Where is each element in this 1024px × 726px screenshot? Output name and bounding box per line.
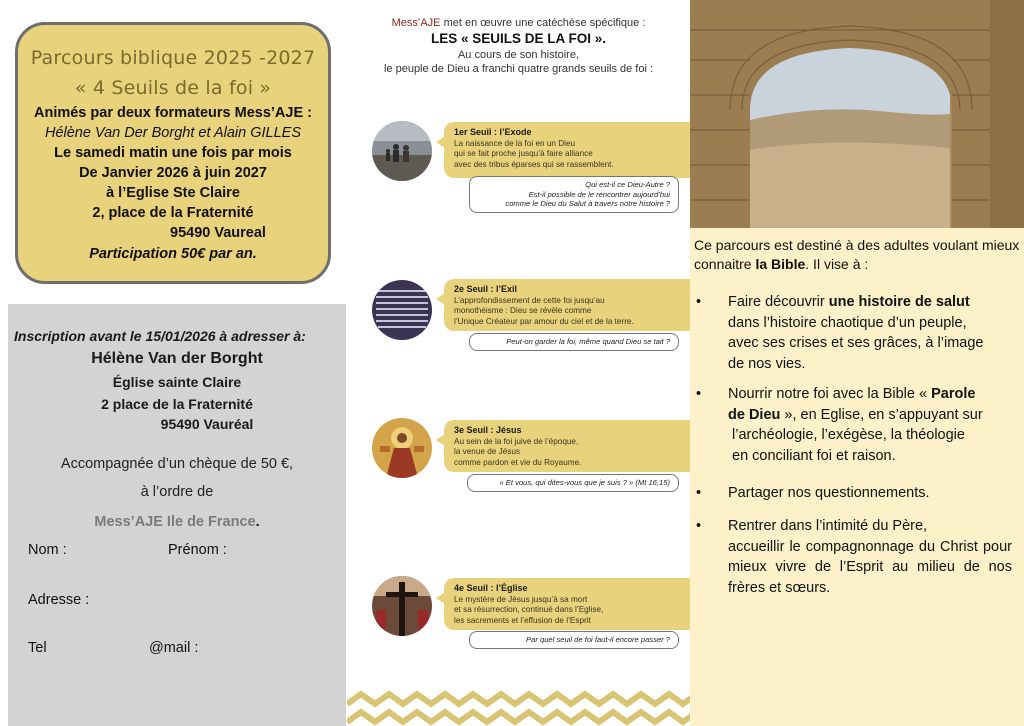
objective-4: • Rentrer dans l’intimité du Père, accueillir le compagnonnage du Christ pour mieux vivre de l’Esprit au milieu de nos frères et sœurs. bbox=[696, 518, 1012, 596]
field-mail: @mail : bbox=[149, 640, 199, 656]
schedule-text: Le samedi matin une fois par mois bbox=[54, 145, 292, 161]
cheque-text: Accompagnée d’un chèque de 50 €, bbox=[60, 456, 294, 472]
trainers-names: Hélène Van Der Borght et Alain GILLES bbox=[44, 125, 302, 141]
venue-city: 95490 Vaureal bbox=[170, 225, 266, 241]
objectives-column bbox=[690, 0, 1024, 726]
seuil-2-bubble: 2e Seuil : l’Exil L’approfondissement de cette foi jusqu’au monothéisme : Dieu se révèle comme l’Unique Créateur par amour du ciel et de la terre. bbox=[444, 279, 700, 331]
seuil-3-bubble: 3e Seuil : Jésus Au sein de la foi juive de l’époque, la venue de Jésus comme pardon et vie du Royaume. bbox=[444, 420, 700, 472]
stone-arch-photo bbox=[690, 0, 1024, 228]
contact-address-3: 95490 Vauréal bbox=[160, 416, 254, 432]
title-box bbox=[15, 22, 331, 284]
field-adresse: Adresse : bbox=[28, 592, 90, 608]
seuil-4-bubble: 4e Seuil : l’Église Le mystère de Jésus jusqu’à sa mort et sa résurrection, continué dans l’Eglise, les sacrements et l’effusion de l’Esprit bbox=[444, 578, 700, 630]
exil-image bbox=[372, 280, 432, 340]
seuil-1-question: Qui est-il ce Dieu-Autre ? Est-il possible de le rencontrer aujourd’hui comme le Dieu du Salut à travers notre histoire ? bbox=[469, 176, 679, 213]
exode-image bbox=[372, 121, 432, 181]
contact-name: Hélène Van der Borght bbox=[91, 350, 263, 367]
jesus-image bbox=[372, 418, 432, 478]
cheque-order-text: à l’ordre de bbox=[140, 484, 214, 500]
zigzag-border bbox=[347, 690, 690, 726]
eglise-image bbox=[372, 576, 432, 636]
seuil-2-question: Peut-on garder la foi, même quand Dieu se tait ? bbox=[469, 333, 679, 351]
course-subtitle: « 4 Seuils de la foi » bbox=[74, 77, 272, 99]
objective-2: • Nourrir notre foi avec la Bible « Parole de Dieu », en Eglise, en s’appuyant sur l’archéologie, l’exégèse, la théologie en conciliant foi et raison. bbox=[696, 386, 983, 464]
contact-address-2: 2 place de la Fraternité bbox=[101, 396, 253, 412]
course-title: Parcours biblique 2025 -2027 bbox=[30, 47, 316, 69]
inscription-heading: Inscription avant le 15/01/2026 à adresser à: bbox=[14, 328, 306, 344]
dates-text: De Janvier 2026 à juin 2027 bbox=[79, 165, 267, 181]
objective-1: • Faire découvrir une histoire de salut dans l’histoire chaotique d’un peuple, avec ses crises et ses grâces, à l’image de nos vies. bbox=[696, 294, 984, 372]
seuil-1-bubble: 1er Seuil : l’Exode La naissance de la foi en un Dieu qui se fait proche jusqu’à faire alliance avec des tribus éparses qui se rassemblent. bbox=[444, 122, 700, 178]
objective-3: • Partager nos questionnements. bbox=[696, 485, 930, 501]
venue-street: 2, place de la Fraternité bbox=[92, 205, 254, 221]
seuils-title: LES « SEUILS DE LA FOI ». bbox=[430, 31, 607, 46]
contact-address-1: Église sainte Claire bbox=[112, 374, 242, 390]
field-tel: Tel bbox=[28, 640, 47, 656]
trainers-heading: Animés par deux formateurs Mess’AJE : bbox=[33, 105, 312, 121]
seuil-3-question: « Et vous, qui dites-vous que je suis ? » (Mt 16,15) bbox=[467, 474, 679, 492]
seuils-column bbox=[347, 0, 690, 726]
field-nom: Nom : bbox=[28, 542, 67, 558]
seuils-intro: Mess’AJE met en œuvre une catéchèse spécifique : LES « SEUILS DE LA FOI ». Au cours de son histoire, le peuple de Dieu a franchi quatre grands seuils de foi : bbox=[347, 16, 690, 76]
field-prenom: Prénom : bbox=[168, 542, 227, 558]
objectives-intro: Ce parcours est destiné à des adultes voulant mieux connaitre la Bible. Il vise à : bbox=[694, 237, 1020, 272]
inscription-panel bbox=[8, 304, 346, 726]
seuil-4-question: Par quel seuil de foi faut-il encore passer ? bbox=[469, 631, 679, 649]
organisation-name: Mess’AJE Ile de France. bbox=[94, 514, 260, 530]
venue-text: à l’Eglise Ste Claire bbox=[106, 185, 240, 201]
brand-name: Mess’AJE bbox=[391, 17, 441, 29]
fee-text: Participation 50€ par an. bbox=[89, 246, 257, 262]
